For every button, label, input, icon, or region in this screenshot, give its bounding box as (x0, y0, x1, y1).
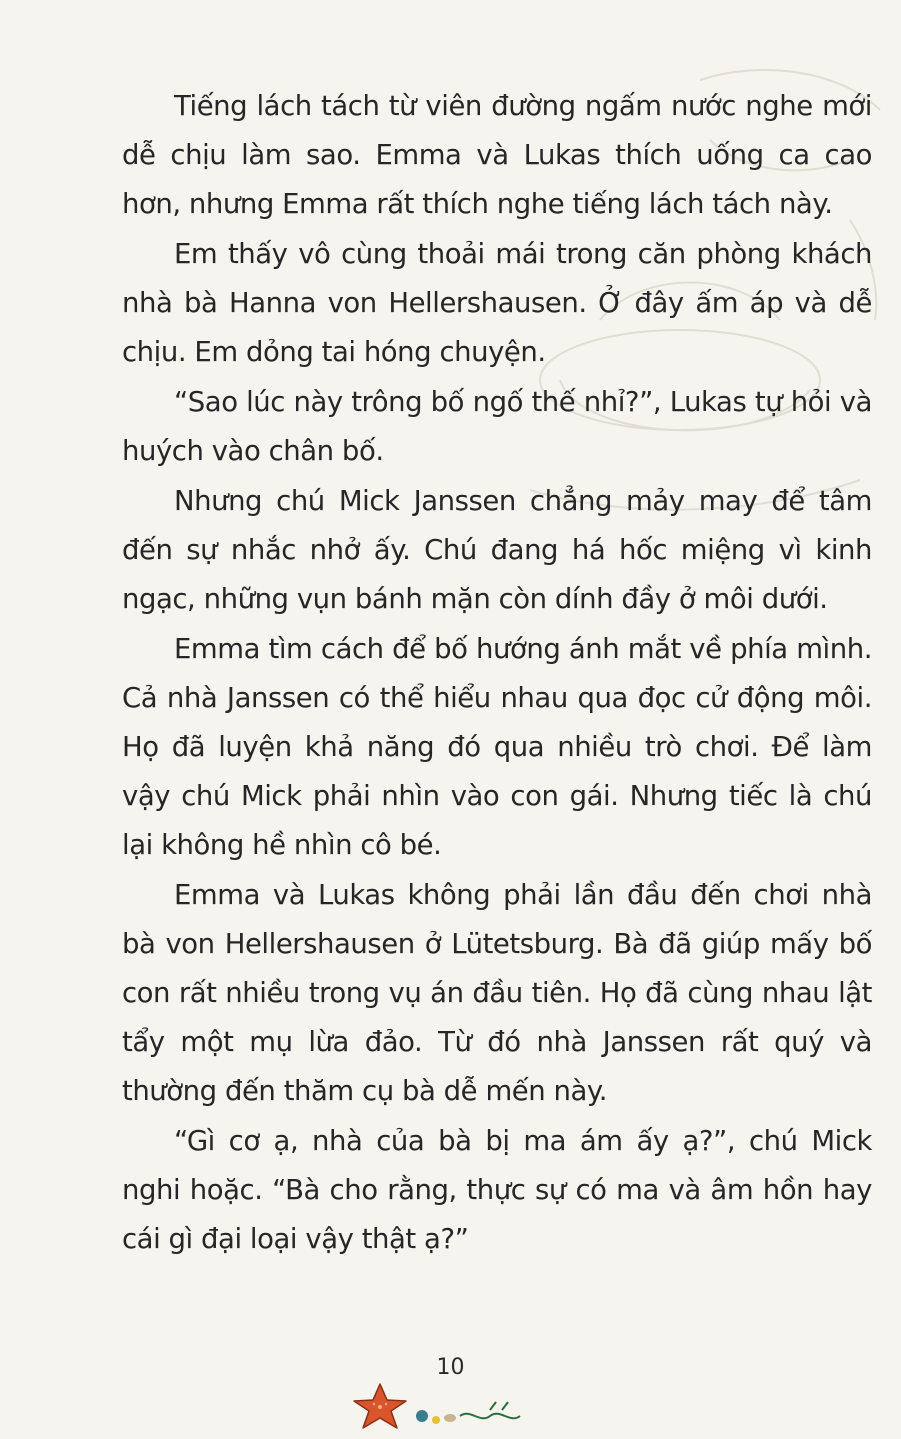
paragraph-3: “Sao lúc này trông bố ngố thế nhỉ?”, Lukas tự hỏi và huých vào chân bố. (122, 386, 872, 467)
paragraph-5: Emma tìm cách để bố hướng ánh mắt về phía mình. Cả nhà Janssen có thể hiểu nhau qua đọc cử động môi. Họ đã luyện khả năng đó qua nhiều trò chơi. Để làm vậy chú Mick phải nhìn vào con gái. Nhưng tiếc là chú lại không hề nhìn cô bé. (122, 633, 872, 861)
paragraph-2: Em thấy vô cùng thoải mái trong căn phòng khách nhà bà Hanna von Hellershausen. Ở đây ấm áp và dễ chịu. Em dỏng tai hóng chuyện. (122, 238, 872, 368)
paragraph-7: “Gì cơ ạ, nhà của bà bị ma ám ấy ạ?”, chú Mick nghi hoặc. “Bà cho rằng, thực sự có ma và âm hồn hay cái gì đại loại vậy thật ạ?” (122, 1125, 872, 1255)
paragraph-6: Emma và Lukas không phải lần đầu đến chơi nhà bà von Hellershausen ở Lütetsburg. Bà đã giúp mấy bố con rất nhiều trong vụ án đầu tiên. Họ đã cùng nhau lật tẩy một mụ lừa đảo. Từ đó nhà Janssen rất quý và thường đến thăm cụ bà dễ mến này. (122, 879, 872, 1107)
page-number: 10 (436, 1355, 465, 1380)
starfish-icon (354, 1384, 406, 1428)
shells-icon (416, 1410, 456, 1424)
footer-ornament (340, 1380, 570, 1430)
paragraph-1: Tiếng lách tách từ viên đường ngấm nước nghe mới dễ chịu làm sao. Emma và Lukas thích uống ca cao hơn, nhưng Emma rất thích nghe tiếng lách tách này. (122, 90, 872, 220)
paragraph-4: Nhưng chú Mick Janssen chẳng mảy may để tâm đến sự nhắc nhở ấy. Chú đang há hốc miệng vì kinh ngạc, những vụn bánh mặn còn dính đầy ở môi dưới. (122, 485, 872, 615)
story-text (122, 82, 872, 1265)
wave-line-icon (460, 1402, 520, 1418)
